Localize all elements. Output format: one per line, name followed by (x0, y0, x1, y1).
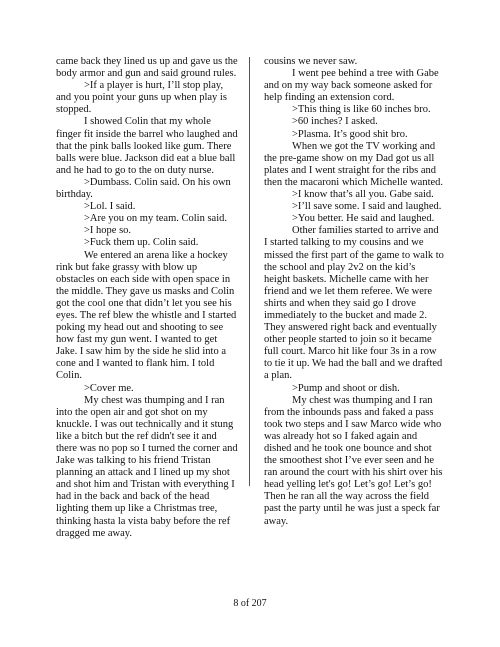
paragraph: I showed Colin that my whole finger fit inside the barrel who laughed and that the pink balls looked like gum. There balls were blue. Jackson did eat a blue ball and he had to go to the on duty nurse. (56, 116, 238, 176)
paragraph: We entered an arena like a hockey rink but fake grassy with blow up obstacles on each side with open space in the middle. They gave us masks and Colin got the cool one that didn’t let you see his eyes. The ref blew the whistle and I started poking my head out and shooting to see how fast my gun went. I wanted to get Jake. I saw him by the side he slid into a cone and I wanted to flank him. I told Colin. (56, 249, 237, 382)
paragraph: cousins we never saw. (264, 56, 358, 67)
paragraph: >60 inches? I asked. (292, 116, 378, 128)
paragraph: When we got the TV working and the pre-game show on my Dad got us all plates and I went straight for the ribs and then the macaroni which Michelle wanted. (264, 140, 444, 188)
paragraph: >Pump and shoot or dish. (292, 382, 400, 394)
paragraph: came back they lined us up and gave us the body armor and gun and said ground rules. (56, 56, 238, 80)
paragraph: I went pee behind a tree with Gabe and on my way back someone asked for help finding an extension cord. (264, 68, 439, 104)
paragraph: >I’ll save some. I said and laughed. (292, 201, 442, 213)
column-divider (249, 57, 250, 486)
paragraph: >Fuck them up. Colin said. (84, 237, 199, 249)
paragraph: >This thing is like 60 inches bro. (292, 104, 431, 116)
left-column (56, 56, 238, 540)
paragraph: >Are you on my team. Colin said. (84, 213, 227, 225)
paragraph: >If a player is hurt, I’ll stop play, and you point your guns up when play is stopped. (56, 80, 227, 116)
paragraph: My chest was thumping and I ran into the open air and got shot on my knuckle. I was out technically and it stung like a bitch but the ref didn't see it and there was no pop so I turned the corner and Jake was talking to his friend Tristan planning an attack and I lined up my shot and shot him and Tristan with everything I had in the back and back of the head lighting them up like a Christmas tree, thinking hasta la vista baby before the ref dragged me away. (56, 394, 238, 539)
paragraph: >Cover me. (84, 382, 134, 394)
paragraph: >Lol. I said. (84, 201, 136, 213)
page-number: 8 of 207 (233, 598, 267, 609)
paragraph: >I hope so. (84, 225, 132, 237)
paragraph: >Dumbass. Colin said. On his own birthday. (56, 176, 231, 201)
paragraph: >You better. He said and laughed. (292, 213, 435, 225)
paragraph: Other families started to arrive and I started talking to my cousins and we missed the first part of the game to walk to the school and play 2v2 on the kid’s height baskets. Michelle came with her friend and we let them referee. We were shirts and when they said go I drove immediately to the bucket and made 2. They answered right back and eventually other people started to join so it became full court. Marco hit like four 3s in a row to tie it up. We had the ball and we drafted a plan. (264, 225, 444, 382)
paragraph: My chest was thumping and I ran from the inbounds pass and faked a pass took two steps and I saw Marco wide who was already hot so I faked again and dished and he took one bounce and shot the smoothest shot I’ve ever seen and he ran around the court with his shirt over his head yelling let's go! Let’s go! Let’s go! Then he ran all the way across the field past the party until he was just a speck far away. (264, 394, 443, 527)
paragraph: >I know that’s all you. Gabe said. (292, 189, 434, 201)
right-column (264, 56, 444, 528)
paragraph: >Plasma. It’s good shit bro. (292, 128, 408, 140)
